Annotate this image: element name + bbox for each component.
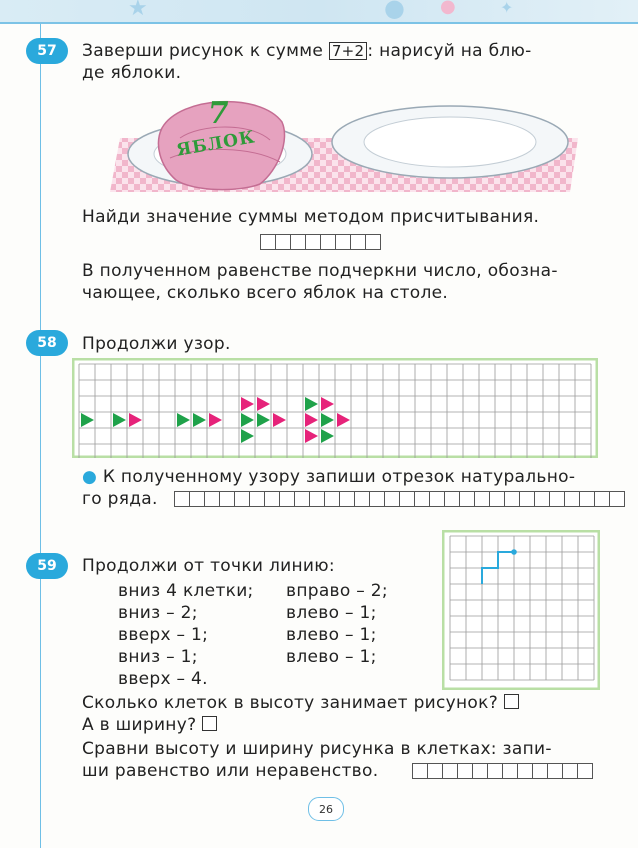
header-line xyxy=(0,22,638,24)
answer-box-height[interactable] xyxy=(504,694,519,709)
task57-line1-text: Заверши рисунок к сумме xyxy=(82,41,324,61)
task59-q2: А в ширину? xyxy=(82,715,197,735)
header-dot-icon: ● xyxy=(440,0,456,17)
task59-q2-line xyxy=(82,714,217,736)
task58-bullet-text: К полученному узору запиши отрезок натурально- xyxy=(102,467,576,487)
task59-q1: Сколько клеток в высоту занимает рисунок? xyxy=(82,693,499,713)
task57-line4: В полученном равенстве подчеркни число, обозна- xyxy=(82,261,558,281)
step-item: влево – 1; xyxy=(286,603,377,623)
task58-bullet-line1 xyxy=(82,466,575,488)
margin-line xyxy=(40,24,41,848)
header-band xyxy=(0,0,638,24)
task-number-badge: 58 xyxy=(26,330,68,356)
step-item: вправо – 2; xyxy=(286,581,388,601)
step-item: вниз – 1; xyxy=(118,647,198,667)
task59-q1-line xyxy=(82,692,519,714)
task-number-badge: 59 xyxy=(26,553,68,579)
task59-q3-line2: ши равенство или неравенство. xyxy=(82,761,379,781)
answer-cells-58[interactable] xyxy=(174,491,624,507)
step-item: влево – 1; xyxy=(286,647,377,667)
task58-title: Продолжи узор. xyxy=(82,334,231,354)
header-star-icon: ★ xyxy=(128,0,148,21)
header-dot-icon: ● xyxy=(384,0,405,22)
answer-box-width[interactable] xyxy=(202,716,217,731)
step-item: вверх – 4. xyxy=(118,669,208,689)
step-item: влево – 1; xyxy=(286,625,377,645)
task-number-badge: 57 xyxy=(26,38,68,64)
step-item: вниз 4 клетки; xyxy=(118,581,254,601)
task58-bullet-line2: го ряда. xyxy=(82,489,158,509)
sum-expression-box: 7+2 xyxy=(329,42,368,60)
task57-line1-after: : нарисуй на блю- xyxy=(367,41,532,61)
steps-right-column xyxy=(286,580,388,668)
napkin-number: 7 xyxy=(205,96,232,131)
task57-line3: Найди значение суммы методом присчитывания. xyxy=(82,207,540,227)
steps-left-column xyxy=(118,580,254,690)
line-grid[interactable] xyxy=(442,530,600,690)
start-point xyxy=(511,549,517,555)
step-item: вверх – 1; xyxy=(118,625,209,645)
page-number: 26 xyxy=(308,797,344,821)
answer-cells-59[interactable] xyxy=(412,763,592,779)
header-star-icon: ✦ xyxy=(500,0,514,17)
task59-q3-line1: Сравни высоту и ширину рисунка в клетках: запи- xyxy=(82,739,552,759)
bullet-dot-icon: ● xyxy=(82,467,98,487)
task57-line5: чающее, сколько всего яблок на столе. xyxy=(82,283,449,303)
task57-line2: де яблоки. xyxy=(82,63,182,83)
task59-title: Продолжи от точки линию: xyxy=(82,556,335,576)
task57-line1 xyxy=(82,40,532,62)
step-item: вниз – 2; xyxy=(118,603,198,623)
napkin-word: ЯБЛОК xyxy=(174,127,257,161)
answer-cells-57[interactable] xyxy=(260,234,380,250)
pattern-grid[interactable] xyxy=(72,358,598,458)
page-header xyxy=(0,0,638,40)
